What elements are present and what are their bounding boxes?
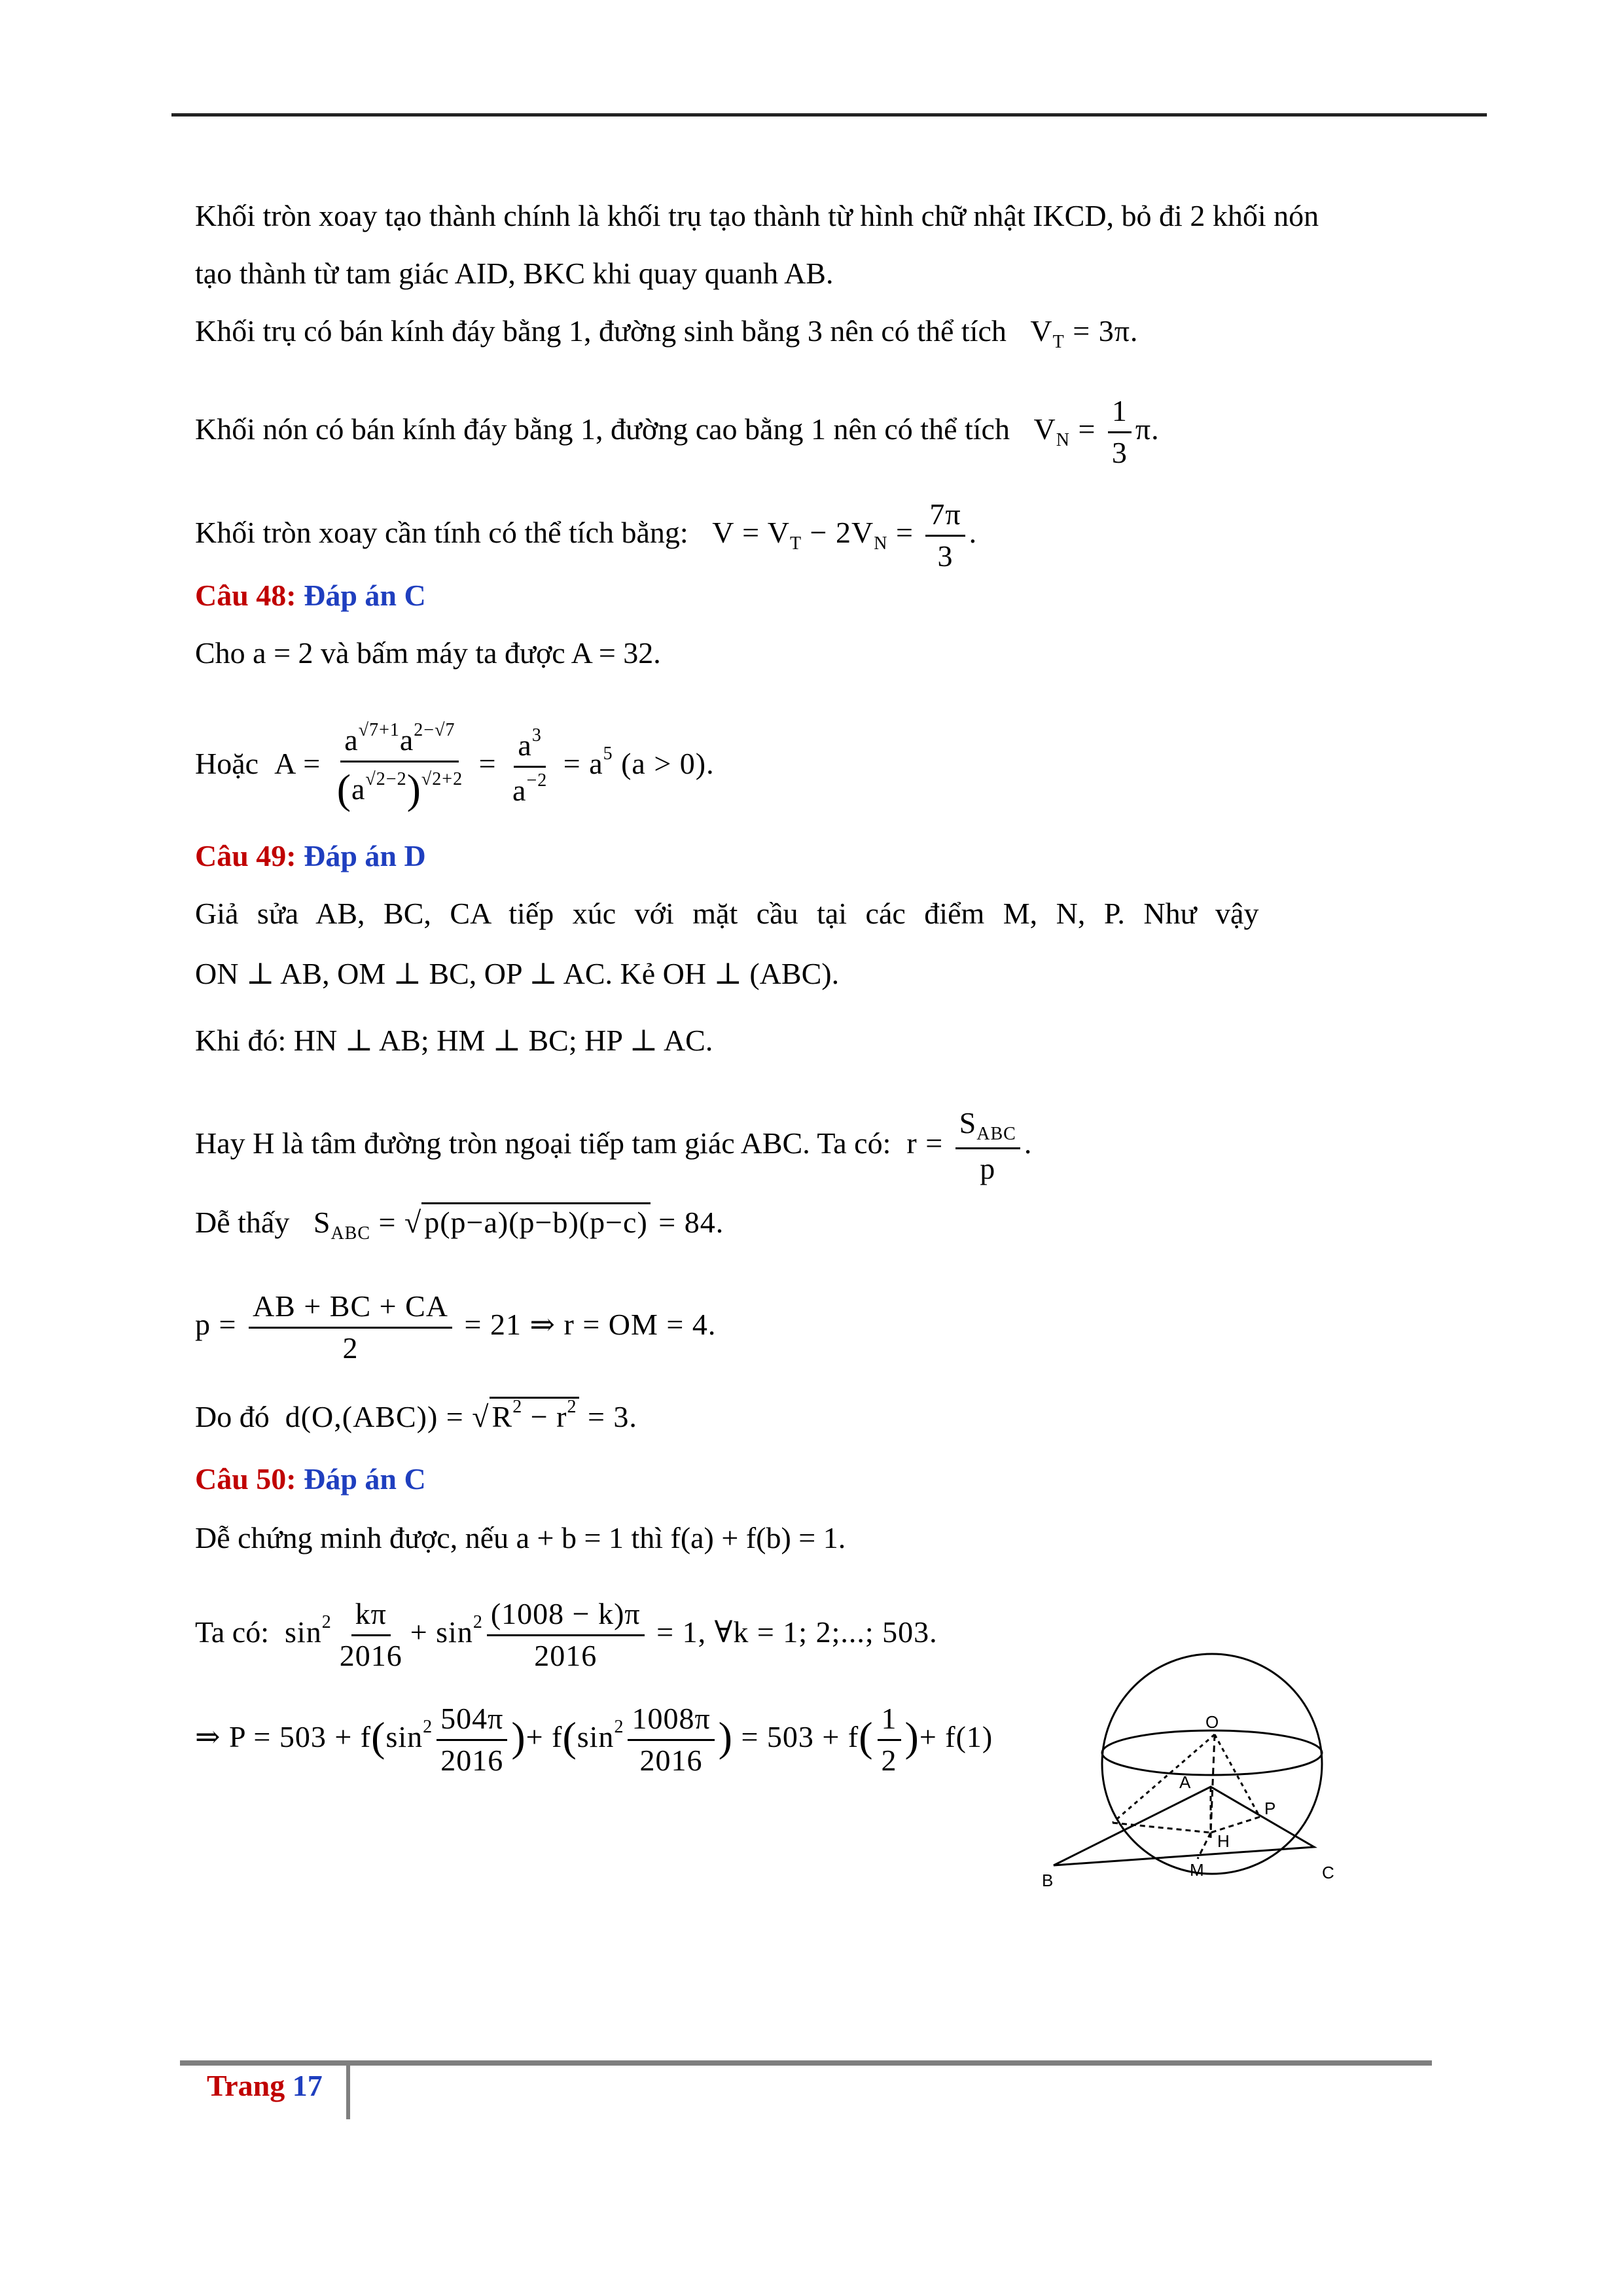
paragraph-line: ON ⊥ AB, OM ⊥ BC, OP ⊥ AC. Kẻ OH ⊥ (ABC). (195, 957, 840, 990)
sphere-outline (1102, 1654, 1322, 1874)
paragraph-line: Dễ chứng minh được, nếu a + b = 1 thì f(a) + f(b) = 1. (195, 1521, 846, 1554)
sphere-figure (1034, 1643, 1400, 1905)
paragraph-line: Hoặc A = $\frac{a^{√7+1}a^{2-√7}}{(a^{√2-2})^{√2+2}}$ = $\frac{a^3}{a^{-2}}$ = $a^5$ (a > 0). (195, 720, 715, 812)
formula: $V_N$ = $\frac{1}{3}$ π. (1017, 394, 1160, 469)
point-label: A (1179, 1772, 1191, 1792)
paragraph-line: Khối tròn xoay tạo thành chính là khối trụ tạo thành từ hình chữ nhật IKCD, bỏ đi 2 khối nón (195, 199, 1319, 232)
paragraph-line: Do đó $d(O,(ABC)) = √R^2 - r^2 = 3$. (195, 1397, 637, 1433)
formula: $S_{ABC} = √p(p-a)(p-b)(p-c) = 84$. (297, 1206, 724, 1239)
point-label: P (1264, 1799, 1276, 1818)
paragraph-line: Khối nón có bán kính đáy bằng 1, đường cao bằng 1 nên có thể tích $V_N$ = $\frac{1}{3}$ π. (195, 394, 1160, 469)
question-heading-49: Câu 49: Đáp án D (195, 839, 426, 872)
point-label: H (1217, 1831, 1230, 1851)
paragraph-line (195, 1702, 993, 1778)
point-label: O (1205, 1712, 1219, 1732)
formula: r = $\frac{S_{ABC}}{p}$ . (898, 1106, 1033, 1186)
paragraph-line: Khi đó: HN ⊥ AB; HM ⊥ BC; HP ⊥ AC. (195, 1024, 713, 1057)
footer-rule (180, 2060, 1432, 2066)
formula: $d(O,(ABC)) = √R^2 - r^2 = 3$. (277, 1397, 637, 1433)
formula: $V_T = 3\pi$. (1014, 314, 1139, 352)
line-ph (1211, 1817, 1260, 1833)
formula: ⇒ $P = 503 + f(\sin^2$ $\frac{504\pi}{2016}$ )+ $f(\sin^2$ $\frac{1008\pi}{2016}$ ) = 503 + f( $\frac{1}{2}$ )+ f(1) (195, 1702, 993, 1777)
point-label: C (1322, 1863, 1334, 1882)
point-label: B (1042, 1871, 1054, 1890)
question-heading-50: Câu 50: Đáp án C (195, 1462, 426, 1496)
paragraph-line: Giả sửa AB, BC, CA tiếp xúc với mặt cầu tại các điểm M, N, P. Như vậy (195, 897, 1259, 930)
paragraph-line: Hay H là tâm đường tròn ngoại tiếp tam giác ABC. Ta có: r = $\frac{S_{ABC}}{p}$ . (195, 1106, 1033, 1186)
paragraph-line: Khối tròn xoay cần tính có thể tích bằng: $V = V_T - 2V_N$ = $\frac{7\pi}{3}$ . (195, 497, 978, 573)
header-rule (171, 113, 1487, 117)
formula: p = $\frac{AB + BC + CA}{2}$ = 21 ⇒ r = OM = 4. (195, 1289, 717, 1365)
paragraph-line: Cho a = 2 và bấm máy ta được A = 32. (195, 636, 661, 670)
paragraph-line (195, 1289, 716, 1366)
paragraph-line: Ta có: $\sin^2$ $\frac{k\pi}{2016}$ + $\sin^2$ $\frac{(1008 - k)\pi}{2016}$ = 1, ∀k = 1; 2;...; 503. (195, 1597, 938, 1672)
point-label: M (1190, 1860, 1204, 1880)
footer-divider (346, 2066, 350, 2119)
paragraph-line: Dễ thấy $S_{ABC} = √p(p-a)(p-b)(p-c) = 84$. (195, 1203, 724, 1253)
question-heading-48: Câu 48: Đáp án C (195, 579, 426, 612)
paragraph-line: tạo thành từ tam giác AID, BKC khi quay quanh AB. (195, 257, 834, 290)
paragraph-line: Khối trụ có bán kính đáy bằng 1, đường sinh bằng 3 nên có thể tích $V_T = 3\pi$. (195, 314, 1139, 352)
page-number: Trang 17 (207, 2069, 323, 2102)
formula: A = $\frac{a^{√7+1}a^{2-√7}}{(a^{√2-2})^{√2+2}}$ = $\frac{a^3}{a^{-2}}$ = $a^5$ (a > 0). (266, 720, 715, 812)
formula: $\sin^2$ $\frac{k\pi}{2016}$ + $\sin^2$ $\frac{(1008 - k)\pi}{2016}$ = 1, ∀k = 1; 2;...; 503. (276, 1597, 938, 1672)
formula: $V = V_T - 2V_N$ = $\frac{7\pi}{3}$ . (696, 497, 978, 573)
